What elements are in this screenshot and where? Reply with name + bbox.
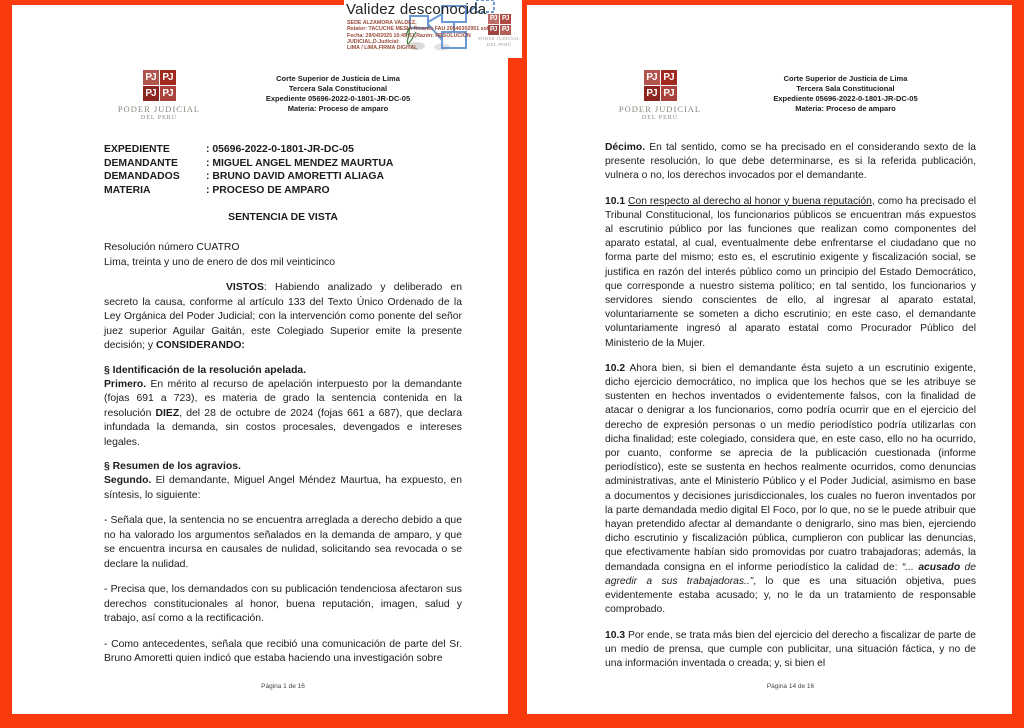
vistos-lead: VISTOS [226, 282, 264, 293]
court-line: Materia: Proceso de amparo [795, 104, 896, 113]
vistos-tail: CONSIDERANDO: [155, 340, 245, 351]
case-info-row [104, 184, 462, 198]
section-title-1: § Identificación de la resolución apelada. [104, 364, 307, 376]
case-info-value: : MIGUEL ANGEL MENDEZ MAURTUA [206, 157, 394, 169]
pj-tile-icon: PJ [500, 25, 511, 35]
primero-body: , del 28 de octubre de 2024 (fojas 661 a 687), que declara infundada la demanda, sin costos procesales, devengados e intereses legales. [104, 407, 462, 448]
court-heading [715, 67, 976, 114]
page-header [605, 67, 976, 121]
pj-tile-icon: PJ [500, 14, 511, 24]
court-line: Tercera Sala Constitucional [288, 84, 388, 93]
p103-lead: 10.3 [605, 629, 626, 641]
paragraph-10-1 [605, 195, 976, 351]
paragraph-10-2 [605, 362, 976, 618]
logo-title: PODER JUDICIAL [618, 104, 702, 114]
pj-tile-icon: PJ [661, 70, 677, 85]
court-line: Materia: Proceso de amparo [287, 104, 389, 113]
stamp-meta-line: LIMA / LIMA,FIRMA DIGITAL [347, 45, 418, 52]
paragraph-10-3 [605, 629, 976, 672]
pj-tile-icon: PJ [644, 86, 660, 101]
p102-quote: de agredir a sus trabajadoras..” [605, 561, 976, 587]
p101-underlined-phrase: Con respecto al derecho al honor y buena reputación, [628, 195, 875, 207]
paragraph-vistos [104, 281, 462, 354]
stamp-title: Validez desconocida [346, 1, 487, 18]
primero-body: En mérito al recurso de apelación interpuesto por la demandante (fojas 691 a 723), es materia de grado la sentencia contenida en la resolución [104, 378, 462, 419]
section-title-2: § Resumen de los agravios. [104, 461, 241, 472]
paragraph-primero [104, 378, 462, 451]
logo-subtitle: DEL PERÚ [641, 115, 679, 121]
case-info-row [104, 157, 462, 171]
case-info-row [104, 170, 462, 184]
case-info-value: : 05696-2022-0-1801-JR-DC-05 [206, 144, 354, 155]
segundo-lead: Segundo. [104, 475, 152, 486]
page-header [104, 67, 462, 121]
decimo-lead: Décimo. [605, 142, 646, 153]
logo-subtitle: DEL PERÚ [140, 115, 178, 121]
page-number-right: Página 14 de 16 [766, 683, 815, 690]
poder-judicial-logo [104, 67, 214, 121]
court-line: Corte Superior de Justicia de Lima [276, 74, 400, 83]
decimo-body: En tal sentido, como se ha precisado en el considerando sexto de la presente resolución, lo que debe determinarse, es si la referida publicación, vulnera o no, los derechos invocados por el demandante. [605, 142, 976, 182]
paragraph-bullet-2: - Precisa que, los demandados con su publicación tendenciosa afectaron sus derechos constitucionales al honor, buena reputación, imagen, salud y trabajo, así como a la rectificación. [104, 584, 462, 624]
poder-judicial-logo [605, 67, 715, 121]
paragraph-decimo [605, 141, 976, 184]
case-info-table [104, 143, 462, 197]
court-line: Expediente 05696-2022-0-1801-JR-DC-05 [265, 94, 411, 103]
case-info-label: DEMANDADOS [104, 171, 180, 182]
resolution-block [104, 241, 462, 270]
court-line: Corte Superior de Justicia de Lima [783, 74, 908, 83]
pj-tile-icon: PJ [644, 70, 660, 85]
primero-lead: Primero. [104, 378, 147, 390]
document-title: SENTENCIA DE VISTA [228, 212, 338, 223]
primero-resolution-ref: DIEZ [155, 407, 180, 419]
p101-body: como ha precisado el Tribunal Constitucional, los funcionarios públicos se encuentran más expuestos al escrutinio público por las funciones que realizan como componentes del aparato estatal, al cual, eventualmente debe enfrentarse el ciudadano que no forma parte del mismo; esto es, el escrutinio exigente y fiscalización social, se justifica en razón del interés público como un principio del Estado Democrático, que corresponde a nuestro sistema político; en tal sentido, los funcionarios y servidores siendo conscientes de ello, al ingresar al aparato estatal, voluntariamente se someten a dicho escrutinio; en este caso, el demandante voluntariamente ingresó al aparato estatal como Procurador Público del Ministerio de la Mujer. [605, 195, 976, 349]
logo-title: PODER JUDICIAL [117, 104, 201, 114]
case-info-label: MATERIA [104, 184, 151, 196]
stamp-watermark-subtitle: DEL PERÚ [486, 42, 512, 47]
page-number-left: Página 1 de 16 [261, 683, 305, 690]
case-info-row [104, 143, 462, 157]
paragraph-bullet-3: - Como antecedentes, señala que recibió una comunicación de parte del Sr. Bruno Amoretti quien indicó que estaba haciendo una investigación sobre [104, 638, 462, 664]
court-line: Tercera Sala Constitucional [796, 84, 895, 93]
stamp-meta-line: Fecha: 29/04/2025 10:45:51,Razón: RESOLUCIÓN JUDICIAL,D.Judicial: [347, 32, 471, 45]
stamp-meta-line: Relator: TACUCHE MESIA Ricardo FAU 20546302951 soft [347, 26, 491, 33]
vistos-body: : Habiendo analizado y deliberado en secreto la causa, conforme al artículo 133 del Texto Único Ordenado de la Ley Orgánica del Poder Judicial; con la intervención como ponente del señor juez superior Aguilar Gaitán, este Colegiado Superior emite la presente decisión; y [104, 282, 462, 351]
pj-tile-icon: PJ [661, 86, 677, 101]
p102-body: , lo que es una situación objetiva, pues evidentemente estaba acusado; y, no le da un tratamiento de responsable comprobado. [605, 575, 976, 616]
paragraph-bullet-1: - Señala que, la sentencia no se encuentra arreglada a derecho debido a que no ha valorado los argumentos señalados en la demanda de amparo, y que se encuentra incursa en causales de nulidad, solicitando sea revocada o se declare la nulidad. [104, 515, 462, 570]
page-left [12, 5, 508, 714]
court-heading [214, 67, 462, 114]
pj-tile-icon: PJ [488, 14, 499, 24]
segundo-body: El demandante, Miguel Angel Méndez Maurtua, ha expuesto, en síntesis, lo siguiente: [104, 475, 462, 501]
case-info-label: EXPEDIENTE [104, 144, 170, 155]
resolution-number: Resolución número CUATRO [104, 242, 240, 253]
pj-tile-icon: PJ [160, 86, 176, 101]
p102-lead: 10.2 [605, 362, 626, 374]
court-line: Expediente 05696-2022-0-1801-JR-DC-05 [773, 94, 918, 103]
pj-tile-icon: PJ [488, 25, 499, 35]
stamp-meta-line: SEDE ALZAMORA VALDEZ, [347, 20, 417, 26]
p102-quote: “... [901, 561, 919, 573]
p102-quote-emphasis: acusado [918, 561, 961, 573]
pj-tile-icon: PJ [160, 70, 176, 85]
case-info-value: : PROCESO DE AMPARO [206, 184, 330, 196]
p103-body: Por ende, se trata más bien del ejercicio del derecho a fiscalizar de parte de un medio de prensa, que cumple con publicitar, una situación fáctica, y no de una información inventada o creada; y, si bien el [605, 629, 976, 669]
stamp-watermark-title: PODER JUDICIAL [478, 36, 520, 41]
resolution-date: Lima, treinta y uno de enero de dos mil veinticinco [104, 256, 336, 268]
p101-lead: 10.1 [605, 195, 629, 207]
pj-tile-icon: PJ [143, 70, 159, 85]
digital-signature-stamp [344, 0, 522, 58]
pj-tile-icon: PJ [143, 86, 159, 101]
case-info-label: DEMANDANTE [104, 157, 178, 169]
page-right [527, 5, 1012, 714]
stamp-metadata [344, 20, 522, 51]
case-info-value: : BRUNO DAVID AMORETTI ALIAGA [206, 171, 384, 182]
p102-body: Ahora bien, si bien el demandante ésta sujeto a un escrutinio exigente, dicho ejercicio democrático, no implica que los hechos que se les atribuye se sustenten en hechos inventados o evidentemente falsos, con la finalidad de atacar o denigrar a los funcionarios, como podría ocurrir que en el ejercicio del derecho de expresión personas o un medio periodístico podría utilizarlas con dicha finalidad; este colegiado, considera que, en este caso, ello no ha ocurrido, por cuanto, conforme se aprecia de la publicación cuestionada (informe periodístico), este se sustenta en hechos realmente ocurridos, como denuncias administrativas, ante el Ministerio Público y el Poder Judicial, asimismo en base a documentos y decisiones jurisdiccionales, los cuales no fueron inventados por la parte demandada medio digital El Foco, por lo que, no se le puede atribuir que hayan pretendido afectar al demandante o denigrarlo, sino mas bien, ejerciendo dicho escrutinio y fiscalización pública, cumplieron con publicar las denuncias, que efectivamente habían sido promovidas por cuatro trabajadoras; además, la demandada consigna en el informe periodístico la calidad de: [605, 362, 976, 573]
paragraph-segundo [104, 474, 462, 503]
